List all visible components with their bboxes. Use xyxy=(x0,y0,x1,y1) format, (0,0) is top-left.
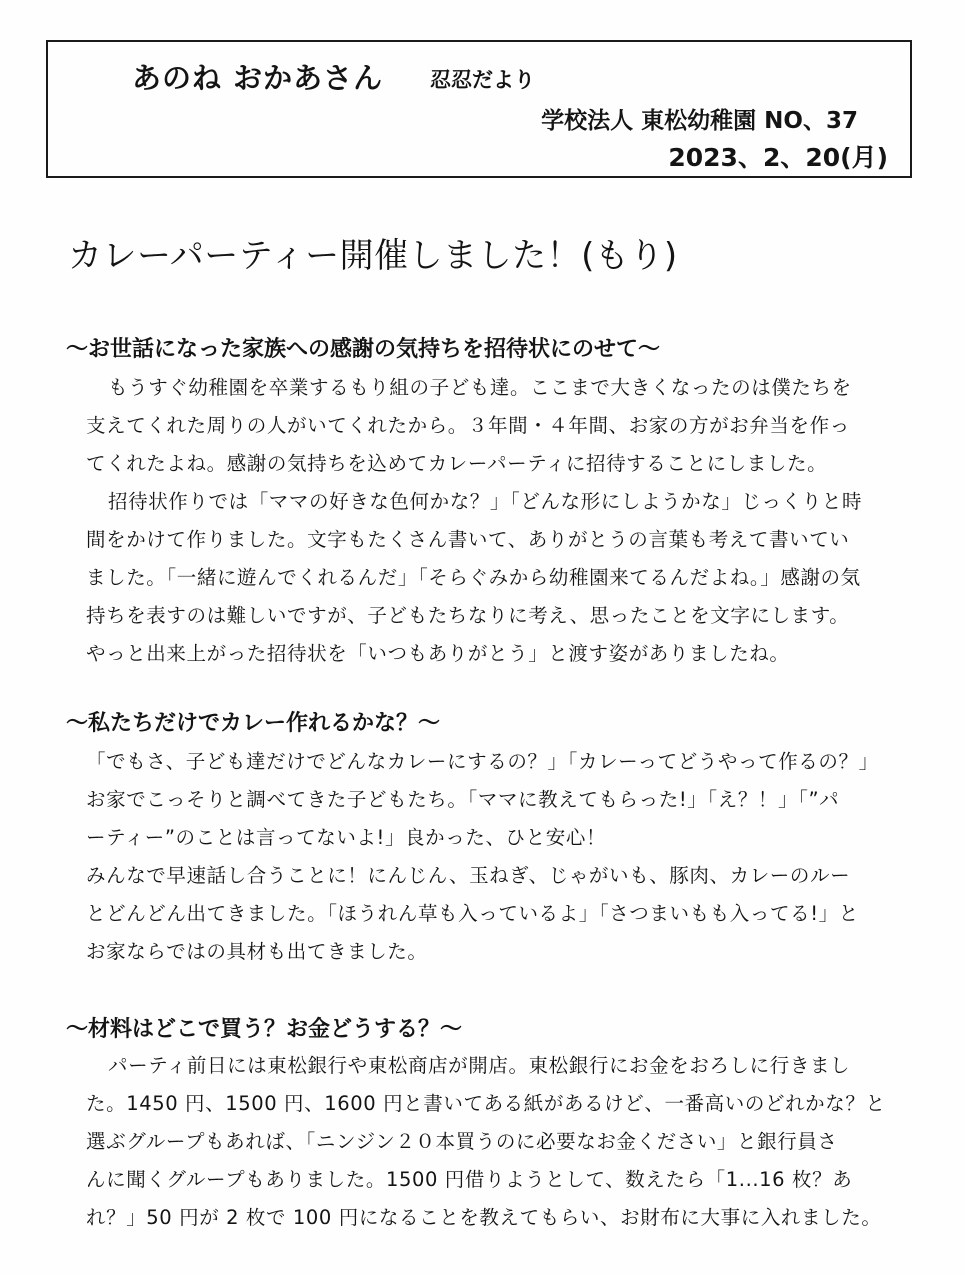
paragraph-line: とどんどん出てきました。「ほうれん草も入っているよ」「さつまいもも入ってる!」と xyxy=(86,902,859,925)
article-title: カレーパーティー開催しました！(もり) xyxy=(68,236,678,276)
masthead-box xyxy=(46,40,912,178)
paragraph-line: パーティ前日には東松銀行や東松商店が開店。東松銀行にお金をおろしに行きまし xyxy=(108,1054,851,1077)
paragraph-line: やっと出来上がった招待状を「いつもありがとう」と渡す姿がありましたね。 xyxy=(86,642,790,665)
paragraph-line: た。1450 円、1500 円、1600 円と書いてある紙があるけど、一番高いのどれかな？と xyxy=(86,1092,886,1115)
paragraph-line: みんなで早速話し合うことに！にんじん、玉ねぎ、じゃがいも、豚肉、カレーのルー xyxy=(86,864,851,887)
paragraph-line: んに聞くグループもありました。1500 円借りようとして、数えたら「1...16 枚？あ xyxy=(86,1168,853,1191)
paragraph-line: もうすぐ幼稚園を卒業するもり組の子ども達。ここまで大きくなったのは僕たちを xyxy=(108,376,852,399)
section-heading-invitation: ～お世話になった家族への感謝の気持ちを招待状にのせて～ xyxy=(66,337,661,362)
section-heading-money: ～材料はどこで買う？お金どうする？～ xyxy=(66,1017,463,1042)
paragraph-line: ました。「一緒に遊んでくれるんだ」「そらぐみから幼稚園来てるんだよね。」感謝の気 xyxy=(86,566,861,589)
paragraph-line: 支えてくれた周りの人がいてくれたから。３年間・４年間、お家の方がお弁当を作っ xyxy=(86,414,850,437)
paragraph-line: てくれたよね。感謝の気持ちを込めてカレーパーティに招待することにしました。 xyxy=(86,452,828,475)
issue-date: 2023、2、20(月) xyxy=(668,143,888,172)
paragraph-line: 間をかけて作りました。文字もたくさん書いて、ありがとうの言葉も考えて書いてい xyxy=(86,528,850,551)
paragraph-line: 招待状作りでは「ママの好きな色何かな？」「どんな形にしようかな」じっくりと時 xyxy=(108,490,863,513)
paragraph-line: 選ぶグループもあれば、「ニンジン２０本買うのに必要なお金ください」と銀行員さ xyxy=(86,1130,838,1153)
paragraph-line: お家でこっそりと調べてきた子どもたち。「ママに教えてもらった!」「え？！」「”パ xyxy=(86,788,840,811)
paragraph-line: ーティー”のことは言ってないよ!」良かった、ひと安心！ xyxy=(86,826,607,849)
newsletter-title: あのね おかあさん xyxy=(132,61,384,95)
paragraph-line: お家ならではの具材も出てきました。 xyxy=(86,940,428,963)
school-name-issue: 学校法人 東松幼稚園 NO、37 xyxy=(541,108,858,134)
newsletter-subtitle: 忍忍だより xyxy=(430,68,535,92)
section-heading-curry: ～私たちだけでカレー作れるかな？～ xyxy=(66,711,441,736)
paragraph-line: れ？」50 円が 2 枚で 100 円になることを教えてもらい、お財布に大事に入れました。 xyxy=(86,1206,882,1229)
paragraph-line: 「でもさ、子ども達だけでどんなカレーにするの？」「カレーってどうやって作るの？」 xyxy=(86,750,879,773)
paragraph-line: 持ちを表すのは難しいですが、子どもたちなりに考え、思ったことを文字にします。 xyxy=(86,604,850,627)
